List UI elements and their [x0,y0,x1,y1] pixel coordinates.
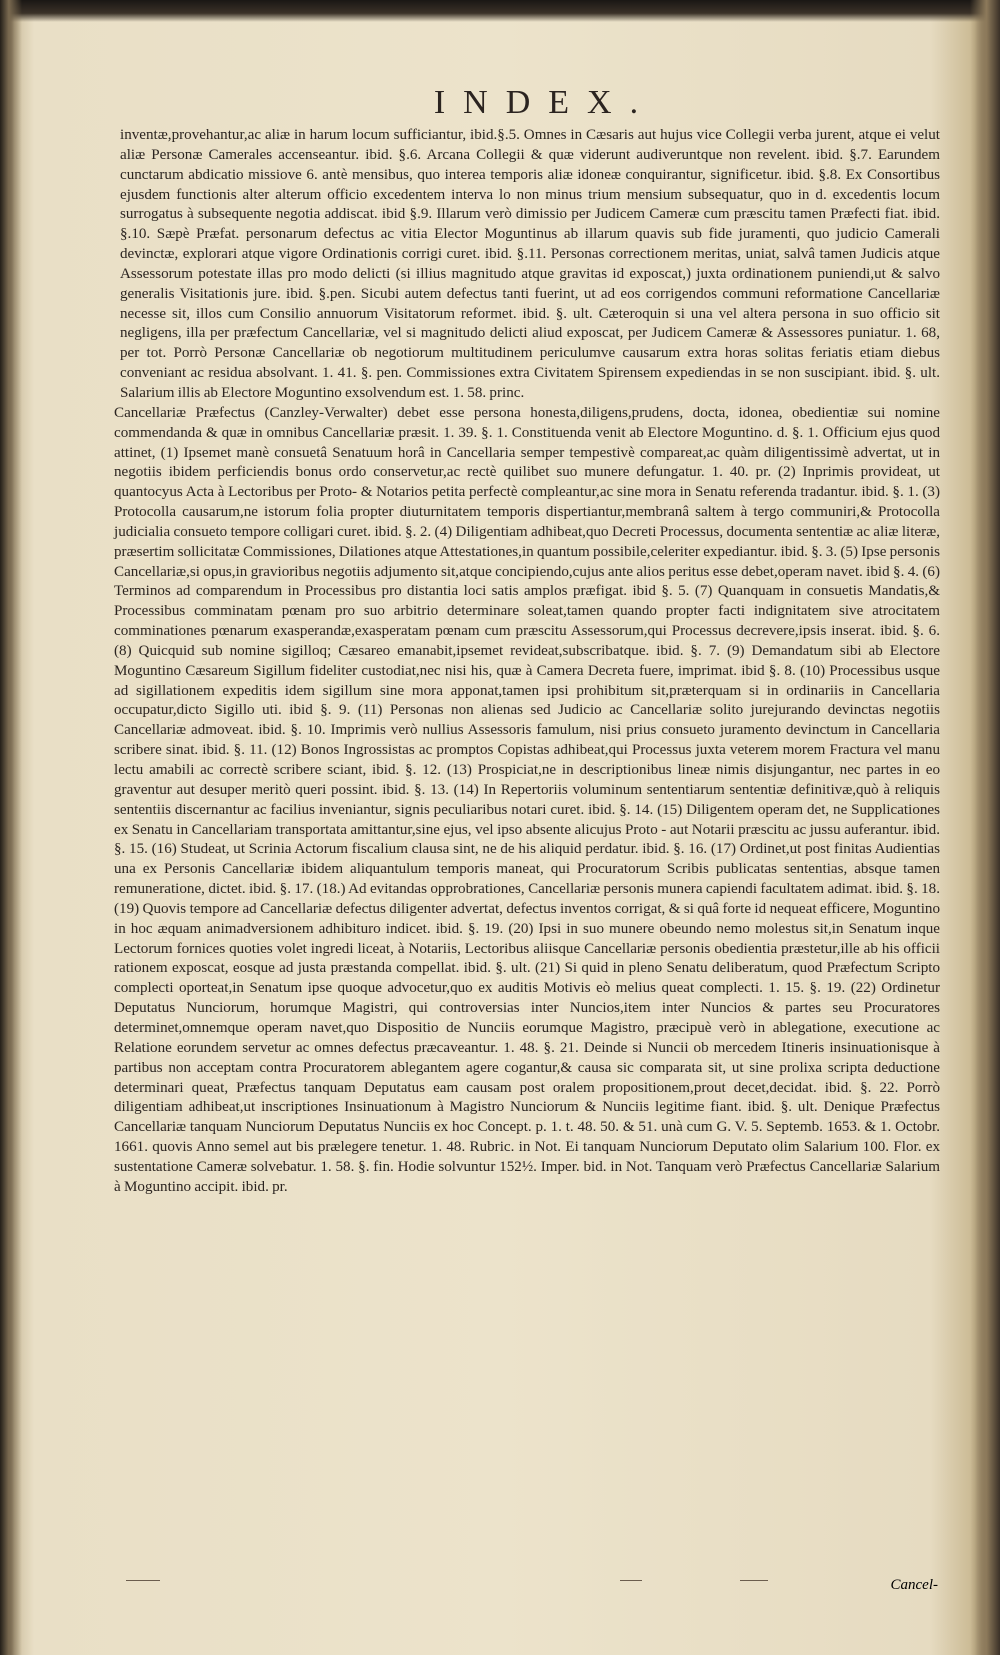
page-top-edge [0,0,1000,22]
decorative-dash [740,1580,768,1581]
index-entry-cancellariae-praefectus: Cancellariæ Præfectus (Canzley-Verwalter) debet esse persona honesta,diligens,prudens, docta, idonea, obedientiæ sui nomine commendanda & quæ in omnibus Cancellariæ præsit. 1. 39. §. 1. Constituenda venit ab Electore Moguntino. d. §. 1. Officium ejus quod attinet, (1) Ipsemet manè consuetâ Senatuum horâ in Cancellaria semper tempestivè compareat,ac quàm diligentissimè advertat, ut in negotiis ibidem perficiendis bonus ordo conservetur,ac rectè quilibet suo munere defungatur. 1. 40. pr. (2) Inprimis provideat, ut quantocyus Acta à Lectoribus per Proto- & Notarios petita perfectè compleantur,ac sine mora in Senatu referenda tradantur. ibid. §. 1. (3) Protocolla causarum,ne istorum folia propter diuturnitatem temporis dispertiantur,membranâ saltem à tergo communiri,& Protocolla judicialia consueto tempore colligari curet. ibid. §. 2. (4) Diligentiam adhibeat,quo Decreti Processus, documenta sententiæ ac aliæ literæ, præsertim sollicitatæ Commissiones, Dilationes atque Attestationes,in quantum possibile,celeriter expediantur. ibid. §. 3. (5) Ipse personis Cancellariæ,si opus,in gravioribus negotiis adjumento sit,atque concipiendo,cujus ante alios peritus esse debet,operam navet. ibid §. 4. (6) Terminos ad comparendum in Processibus pro distantia loci satis amplos præfigat. ibid §. 5. (7) Quanquam in consuetis Mandatis,& Processibus comminatam pœnam pro suo arbitrio determinare soleat,tamen quando propter facti indignitatem sive atrocitatem comminationes pœnarum exasperandæ,exasperatam pœnam cum præscitu Assessorum,qui Processus decrevere,ipsis inserat. ibid. §. 6. (8) Quicquid sub nomine sigilloq; Cæsareo emanabit,ipsemet revideat,subscribatque. ibid. §. 7. (9) Demandatum sibi ab Electore Moguntino Cæsareum Sigillum fideliter custodiat,nec nisi his, quæ à Camera Decreta fuere, imprimat. ibid §. 8. (10) Processibus usque ad sigillationem expeditis idem sigillum sine mora apponat,tamen ipsi prohibitum sit,præterquam si in ordinariis in Cancellaria occupatur,dicto Sigillo uti. ibid §. 9. (11) Personas non alienas sed Judicio ac Cancellariæ solito jurejurando devinctas negotiis Cancellariæ admoveat. ibid. §. 10. Imprimis verò nullius Assessoris famulum, nisi prius consueto juramento devinctum in Cancellaria scribere sinat. ibid. §. 11. (12) Bonos Ingrossistas ac promptos Copistas adhibeat,qui Processus juxta veterem morem Fractura vel manu lectu amabili ac correctè scribere sciant, ibid. §. 12. (13) Prospiciat,ne in descriptionibus lineæ nimis disjungantur, nec partes in eo graventur aut desuper meritò queri possint. ibid. §. 13. (14) In Repertoriis voluminum sententiarum sententiæ definitivæ,quò à reliquis sententiis discernantur ac facilius inveniantur, signis peculiaribus notari curet. ibid. §. 14. (15) Diligentem operam det, ne Supplicationes ex Senatu in Cancellariam transportata amittantur,sine ejus, vel ipso absente alicujus Proto - aut Notarii præscitu ac jussu auferantur. ibid. §. 15. (16) Studeat, ut Scrinia Actorum fiscalium clausa sint, ne de his aliquid perdatur. ibid. §. 16. (17) Ordinet,ut post finitas Audientias una ex Personis Cancellariæ ibidem aliquantulum temporis maneat, qui Procuratorum Scribis publicatas sententias, absque tamen remuneratione, dictet. ibid. §. 17. (18.) Ad evitandas opprobrationes, Cancellariæ personis munera capiendi facultatem adimat. ibid. §. 18. (19) Quovis tempore ad Cancellariæ defectus diligenter advertat, defectus inventos corrigat, & si quâ forte id nequeat efficere, Moguntino in hoc æquam animadversionem adhibituro indicet. ibid. §. 19. (20) Ipsi in suo munere obeundo nemo molestus sit,in Senatum inque Lectorum fornices quoties volet ingredi liceat, à Notariis, Lectoribus aliisque Cancellariæ personis obedientia præstetur,ille ab his officii rationem exposcat, eosque ad justa præstanda compellat. ibid. §. ult. (21) Si quid in pleno Senatu deliberatum, quod Præfectum Scripto complecti oporteat,in Senatum ipse quoque advocetur,quo ex auditis Motivis eò melius queat complecti. 1. 15. §. 19. (22) Ordinetur Deputatus Nunciorum, horumque Magistri, qui controversias inter Nuncios,item inter Nuncios & partes seu Procuratores determinet,omnemque operam navet,quo Dispositio de Nunciis eorumque Magistro, præcipuè verò in ablegatione, executione ac Relatione eorundem servetur ac omnes defectus præcaveantur. 1. 48. §. 21. Deinde si Nuncii ob mercedem Itineris insinuationisque à partibus non acceptam contra Procuratorem ablegantem agere cogantur,& causa sic comparata sit, ut sine prolixa scripta deductione determinari queat, Præfectus tanquam Deputatus eam causam post oralem propositionem,prout decet,decidat. ibid. §. 22. Porrò diligentiam adhibeat,ut inscriptiones Insinuationum à Magistro Nunciorum & Nunciis legitime fiant. ibid. §. ult. Denique Præfectus Cancellariæ tanquam Nunciorum Deputatus Nunciis ex hoc Concept. p. 1. t. 48. 50. & 51. unà cum G. V. 5. Septemb. 1653. & 1. Octobr. 1661. quovis Anno semel aut bis prælegere tenetur. 1. 48. Rubric. in Not. Ei tanquam Nunciorum Deputato olim Salarium 100. Flor. ex sustentatione Cameræ solvebatur. 1. 58. §. fin. Hodie solvuntur 152½. Imper. bid. in Not. Tanquam verò Præfectus Cancellariæ Salarium à Moguntino accipit. ibid. pr. [114,404,940,1195]
binding-gutter [0,0,22,1655]
catchword: Cancel- [890,1577,938,1593]
index-paragraph-continuation: inventæ,provehantur,ac aliæ in harum locum sufficiantur, ibid.§.5. Omnes in Cæsaris aut hujus vice Collegii verba jurent, atque ei velut aliæ Personæ Camerales accenseantur. ibid. §.6. Arcana Collegii & quæ viderunt audiveruntque non revelent. ibid. §.7. Earundem cunctarum abdicatio missiove 6. antè mensibus, quo interea temporis aliæ idoneæ conquirantur, significetur. ibid. §.8. Ex Consortibus ejusdem functionis alter alterum officio excedentem interva lo non minus trium mensium subsequatur, quo in d. excedentis locum surrogatus à subsequente negotia addiscat. ibid §.9. Illarum verò dimissio per Judicem Cameræ cum præscitu tamen Præfecti fiat. ibid. §.10. Sæpè Præfat. personarum defectus ac vitia Elector Moguntinus ab illarum quavis sub fide juramenti, quo judicio Camerali devinctæ, explorari atque vigore Ordinationis corrigi curet. ibid. §.11. Personas correctionem meritas, uniat, salvâ tamen Judicis atque Assessorum potestate illas pro modo delicti (si illius magnitudo atque gravitas id exposcat,) juxta ordinationem puniendi,ut & salvo generalis Visitationis jure. ibid. §.pen. Sicubi autem defectus tanti fuerint, ut ad eos corrigendos communi reformatione Cancellariæ necesse sit, illos cum Consilio annuorum Visitatorum reformet. ibid. §. ult. Cæteroquin si una vel altera persona in suo officio sit negligens, illa per præfectum Cancellariæ, vel si magnitudo delicti aliud exposcat, per Judicem Cameræ & Assessores puniatur. 1. 68, per tot. Porrò Personæ Cancellariæ ob negotiorum multitudinem periculumve causarum extra horas solitas feriatis etiam diebus conveniant ac residua absolvant. 1. 41. §. pen. Commissiones extra Civitatem Spirensem expediendas in se non suscipiant. ibid. §. ult. Salarium illis ab Electore Moguntino exsolvendum est. 1. 58. princ. [120,127,940,401]
decorative-dash [620,1580,642,1581]
index-page [114,84,940,1198]
page-fore-edge [970,0,1000,1655]
running-head: INDEX. [433,84,657,121]
decorative-dash [126,1580,160,1581]
